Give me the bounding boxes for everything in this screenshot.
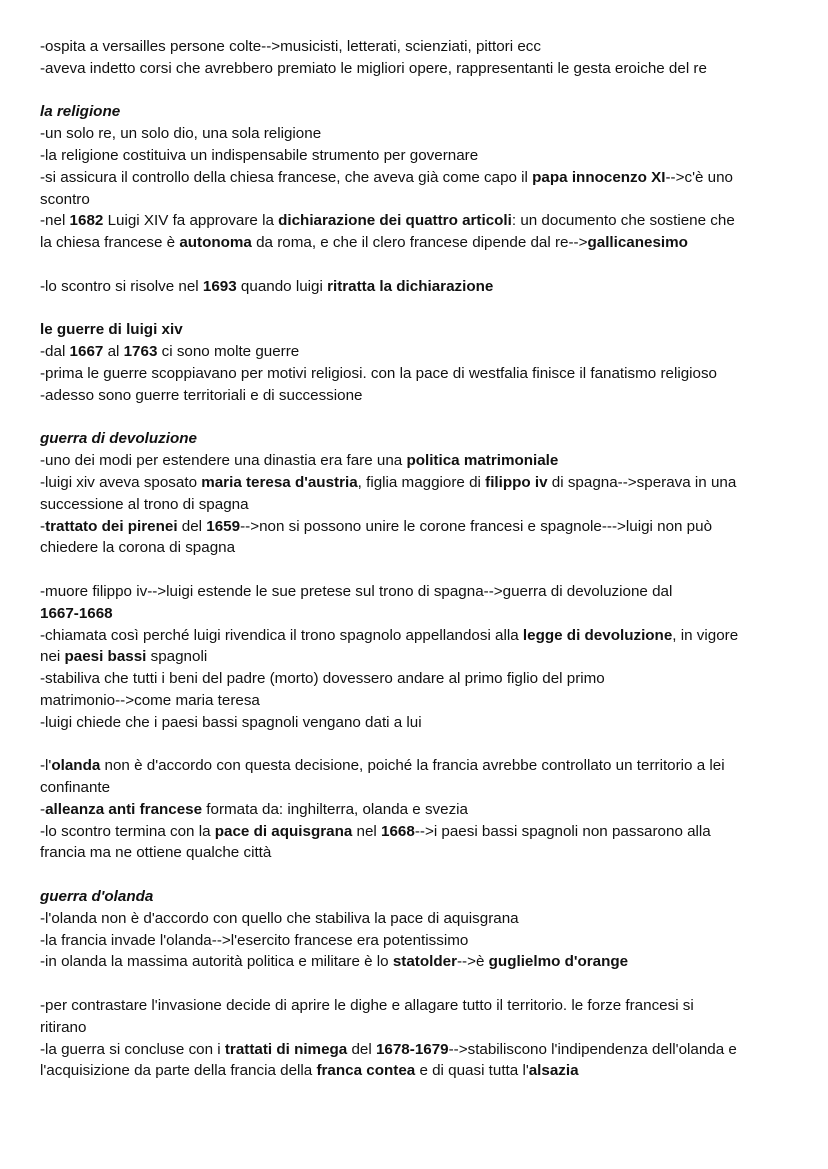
blank-line	[40, 254, 812, 276]
text-span: -->c'è uno	[665, 168, 733, 186]
blank-line	[40, 407, 812, 429]
bold-text: gallicanesimo	[587, 234, 688, 252]
text-span: francia ma ne ottiene qualche città	[40, 844, 272, 862]
blank-line	[40, 734, 812, 756]
text-line	[40, 363, 812, 385]
text-span: -prima le guerre scoppiavano per motivi religiosi. con la pace di westfalia finisce il fanatismo religioso	[40, 364, 718, 382]
bold-text: 1659	[206, 517, 241, 535]
text-line	[40, 842, 812, 864]
bold-text: 1678-1679	[375, 1040, 449, 1058]
text-line	[40, 36, 812, 58]
section-heading	[40, 101, 812, 123]
text-span: -luigi chiede che i paesi bassi spagnoli vengano dati a lui	[40, 713, 422, 731]
text-span: -->i paesi bassi spagnoli non passarono alla	[414, 822, 711, 840]
text-span: nel	[352, 822, 382, 840]
bold-text: le guerre di luigi xiv	[40, 321, 183, 339]
bold-text: trattati di nimega	[224, 1040, 348, 1058]
text-span: , figlia maggiore di	[357, 473, 486, 491]
bold-text: politica matrimoniale	[406, 452, 559, 470]
text-line	[40, 668, 812, 690]
text-line	[40, 123, 812, 145]
text-span: del	[347, 1040, 376, 1058]
text-line	[40, 1039, 812, 1061]
text-span: -adesso sono guerre territoriali e di successione	[40, 386, 363, 404]
bold-text: 1693	[202, 277, 237, 295]
text-span: : un documento che sostiene che	[511, 212, 735, 230]
text-span: -dal	[40, 343, 70, 361]
text-span: -	[40, 517, 46, 535]
text-span: -->stabiliscono l'indipendenza dell'olanda e	[448, 1040, 737, 1058]
text-span: l'acquisizione da parte della francia della	[40, 1062, 317, 1080]
text-span: -chiamata così perché luigi rivendica il trono spagnolo appellandosi alla	[40, 626, 523, 644]
text-line	[40, 1017, 812, 1039]
bold-text: alsazia	[528, 1062, 579, 1080]
text-line	[40, 472, 812, 494]
bold-text: maria teresa d'austria	[201, 473, 358, 491]
text-span: scontro	[40, 190, 90, 208]
text-span: la chiesa francese è	[40, 234, 180, 252]
bold-text: ritratta la dichiarazione	[327, 277, 494, 295]
text-line	[40, 581, 812, 603]
text-span: -la francia invade l'olanda-->l'esercito francese era potentissimo	[40, 931, 469, 949]
bold-text: franca contea	[316, 1062, 416, 1080]
text-span: matrimonio-->come maria teresa	[40, 691, 260, 709]
text-span: confinante	[40, 779, 111, 797]
blank-line	[40, 973, 812, 995]
text-line	[40, 908, 812, 930]
bold-text: la religione	[40, 103, 121, 121]
text-span: , in vigore	[672, 626, 739, 644]
text-line	[40, 951, 812, 973]
text-line	[40, 777, 812, 799]
text-span: -per contrastare l'invasione decide di aprire le dighe e allagare tutto il territorio. le forze francesi si	[40, 997, 694, 1015]
text-span: quando luigi	[236, 277, 328, 295]
text-span: -	[40, 800, 46, 818]
bold-text: olanda	[51, 757, 101, 775]
text-span: -in olanda la massima autorità politica e militare è lo	[40, 953, 393, 971]
bold-text: dichiarazione dei quattro articoli	[278, 212, 512, 230]
text-span: Luigi XIV fa approvare la	[103, 212, 279, 230]
text-span: -ospita a versailles persone colte-->musicisti, letterati, scienziati, pittori ecc	[40, 38, 541, 55]
text-span: -luigi xiv aveva sposato	[40, 473, 202, 491]
bold-text: 1667-1668	[40, 604, 113, 622]
text-span: -un solo re, un solo dio, una sola religione	[40, 125, 322, 143]
bold-text: pace di aquisgrana	[214, 822, 353, 840]
text-line	[40, 494, 812, 516]
text-span: e di quasi tutta l'	[415, 1062, 529, 1080]
text-line	[40, 646, 812, 668]
text-line	[40, 1060, 812, 1082]
text-span: spagnoli	[146, 648, 208, 666]
bold-text: paesi bassi	[64, 648, 147, 666]
text-span: successione al trono di spagna	[40, 495, 249, 513]
text-span: -stabiliva che tutti i beni del padre (morto) dovessero andare al primo figlio del primo	[40, 670, 605, 688]
text-line	[40, 276, 812, 298]
bold-text: legge di devoluzione	[522, 626, 673, 644]
text-line	[40, 516, 812, 538]
text-span: nei	[40, 648, 65, 666]
text-line	[40, 450, 812, 472]
text-line	[40, 189, 812, 211]
text-span: -si assicura il controllo della chiesa francese, che aveva già come capo il	[40, 168, 533, 186]
bold-text: autonoma	[179, 234, 252, 252]
text-line	[40, 341, 812, 363]
text-span: -uno dei modi per estendere una dinastia era fare una	[40, 452, 407, 470]
text-line	[40, 210, 812, 232]
text-line	[40, 690, 812, 712]
text-span: -aveva indetto corsi che avrebbero premiato le migliori opere, rappresentanti le gesta eroiche del re	[40, 59, 707, 77]
bold-text: papa innocenzo XI	[532, 168, 666, 186]
text-span: di spagna-->sperava in una	[547, 473, 737, 491]
text-span: ci sono molte guerre	[157, 343, 300, 361]
text-span: del	[177, 517, 207, 535]
text-span: formata da: inghilterra, olanda e svezia	[202, 800, 469, 818]
text-span: chiedere la corona di spagna	[40, 539, 236, 557]
blank-line	[40, 864, 812, 886]
text-span: -la religione costituiva un indispensabile strumento per governare	[40, 146, 479, 164]
bold-text: alleanza anti francese	[45, 800, 203, 818]
bold-text: trattato dei pirenei	[45, 517, 178, 535]
text-line	[40, 145, 812, 167]
text-line	[40, 755, 812, 777]
text-span: -l'olanda non è d'accordo con quello che stabiliva la pace di aquisgrana	[40, 909, 519, 927]
text-span: -->è	[457, 953, 489, 971]
bold-text: guerra di devoluzione	[40, 430, 197, 448]
section-heading	[40, 886, 812, 908]
text-span: -lo scontro termina con la	[40, 822, 215, 840]
bold-text: 1668	[381, 822, 415, 840]
text-span: -lo scontro si risolve nel	[40, 277, 203, 295]
text-span: da roma, e che il clero francese dipende dal re-->	[251, 234, 588, 252]
text-span: -nel	[40, 212, 70, 230]
text-line	[40, 232, 812, 254]
text-line	[40, 799, 812, 821]
bold-text: guglielmo d'orange	[488, 953, 629, 971]
section-heading	[40, 319, 812, 341]
section-heading	[40, 428, 812, 450]
text-line	[40, 930, 812, 952]
text-span: ritirano	[40, 1018, 87, 1036]
bold-text: 1682	[69, 212, 104, 230]
text-span: -muore filippo iv-->luigi estende le sue pretese sul trono di spagna-->guerra di devoluzione dal	[40, 582, 673, 600]
bold-text: filippo iv	[485, 473, 548, 491]
blank-line	[40, 80, 812, 102]
text-line	[40, 58, 812, 80]
text-span: non è d'accordo con questa decisione, poiché la francia avrebbe controllato un territorio a lei	[100, 757, 725, 775]
text-line	[40, 712, 812, 734]
text-line	[40, 167, 812, 189]
text-line	[40, 625, 812, 647]
text-line	[40, 603, 812, 625]
text-line	[40, 821, 812, 843]
text-line	[40, 995, 812, 1017]
blank-line	[40, 298, 812, 320]
text-span: -la guerra si concluse con i	[40, 1040, 225, 1058]
text-span: -->non si possono unire le corone francesi e spagnole--->luigi non può	[240, 517, 713, 535]
text-line	[40, 537, 812, 559]
bold-text: 1667	[69, 343, 104, 361]
bold-text: guerra d'olanda	[40, 888, 154, 906]
bold-text: 1763	[123, 343, 158, 361]
bold-text: statolder	[392, 953, 457, 971]
text-span: -l'	[40, 757, 52, 775]
text-line	[40, 385, 812, 407]
text-span: al	[103, 343, 124, 361]
blank-line	[40, 559, 812, 581]
